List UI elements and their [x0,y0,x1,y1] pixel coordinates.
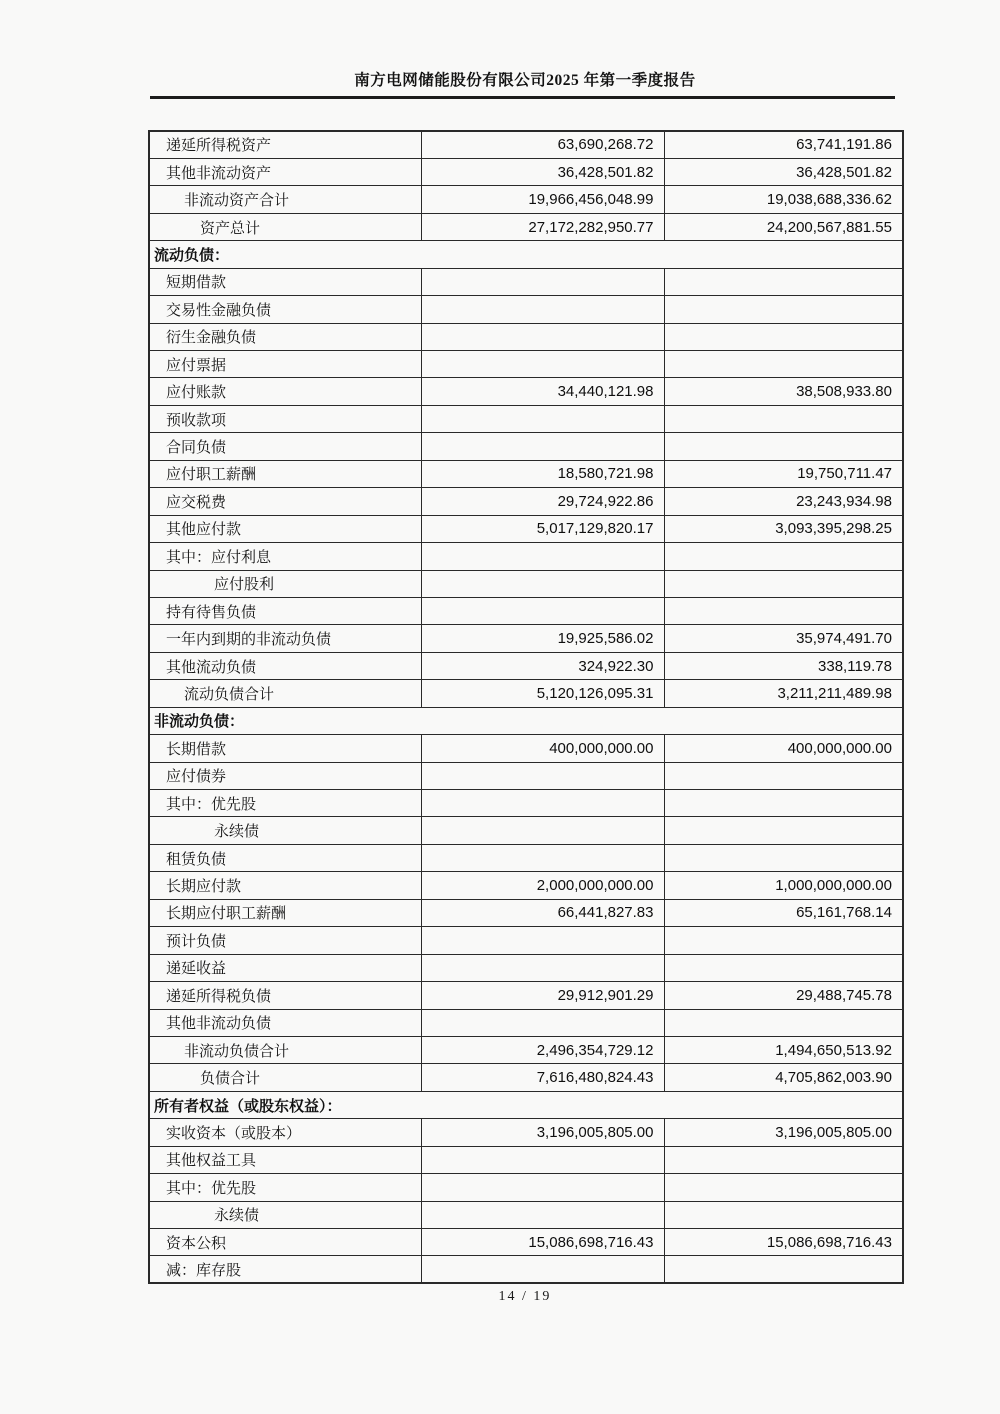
table-row [149,570,903,597]
line-item-label: 非流动负债合计 [149,1036,421,1063]
table-row [149,927,903,954]
table-row [149,268,903,295]
line-item-label: 其中：优先股 [149,790,421,817]
current-period-value: 2,000,000,000.00 [421,872,664,899]
line-item-label: 预计负债 [149,927,421,954]
line-item-label: 应付账款 [149,378,421,405]
prior-period-value [664,1201,903,1228]
prior-period-value: 23,243,934.98 [664,488,903,515]
table-row [149,515,903,542]
line-item-label: 其中：应付利息 [149,543,421,570]
prior-period-value: 4,705,862,003.90 [664,1064,903,1091]
line-item-label: 长期借款 [149,735,421,762]
current-period-value [421,817,664,844]
table-row [149,817,903,844]
prior-period-value [664,927,903,954]
current-period-value [421,543,664,570]
prior-period-value: 1,494,650,513.92 [664,1036,903,1063]
header-divider [150,96,895,99]
current-period-value [421,268,664,295]
line-item-label: 持有待售负债 [149,597,421,624]
prior-period-value: 65,161,768.14 [664,899,903,926]
current-period-value: 19,925,586.02 [421,625,664,652]
page-number: 14 / 19 [498,1289,552,1304]
prior-period-value [664,268,903,295]
line-item-label: 非流动资产合计 [149,186,421,213]
line-item-label: 短期借款 [149,268,421,295]
prior-period-value: 15,086,698,716.43 [664,1229,903,1256]
prior-period-value: 36,428,501.82 [664,158,903,185]
line-item-label: 应付股利 [149,570,421,597]
table-row [149,899,903,926]
table-row [149,1146,903,1173]
line-item-label: 永续债 [149,817,421,844]
prior-period-value: 29,488,745.78 [664,982,903,1009]
prior-period-value: 38,508,933.80 [664,378,903,405]
line-item-label: 预收款项 [149,405,421,432]
table-row [149,762,903,789]
line-item-label: 长期应付款 [149,872,421,899]
prior-period-value [664,954,903,981]
table-row [149,1009,903,1036]
section-header-row [149,707,903,734]
current-period-value [421,927,664,954]
table-row [149,1119,903,1146]
table-row [149,488,903,515]
line-item-label: 交易性金融负债 [149,296,421,323]
section-title: 流动负债： [149,241,903,268]
current-period-value: 34,440,121.98 [421,378,664,405]
prior-period-value: 1,000,000,000.00 [664,872,903,899]
prior-period-value [664,570,903,597]
line-item-label: 资本公积 [149,1229,421,1256]
prior-period-value [664,790,903,817]
balance-sheet-table [148,130,904,1284]
table-row [149,625,903,652]
line-item-label: 其他非流动负债 [149,1009,421,1036]
table-row [149,323,903,350]
line-item-label: 应付票据 [149,351,421,378]
current-period-value [421,1256,664,1283]
prior-period-value [664,323,903,350]
table-row [149,378,903,405]
prior-period-value [664,433,903,460]
current-period-value [421,844,664,871]
current-period-value [421,1174,664,1201]
current-period-value [421,570,664,597]
line-item-label: 递延所得税资产 [149,131,421,158]
table-row [149,735,903,762]
current-period-value: 15,086,698,716.43 [421,1229,664,1256]
section-title: 非流动负债： [149,707,903,734]
current-period-value [421,351,664,378]
table-row [149,460,903,487]
current-period-value [421,405,664,432]
table-row [149,597,903,624]
table-row [149,982,903,1009]
section-title: 所有者权益（或股东权益）： [149,1091,903,1118]
current-period-value [421,762,664,789]
prior-period-value: 3,196,005,805.00 [664,1119,903,1146]
prior-period-value [664,543,903,570]
current-period-value: 324,922.30 [421,652,664,679]
line-item-label: 其他权益工具 [149,1146,421,1173]
current-period-value: 400,000,000.00 [421,735,664,762]
table-row [149,186,903,213]
table-row [149,1036,903,1063]
line-item-label: 其他应付款 [149,515,421,542]
balance-sheet-body [149,131,903,1283]
prior-period-value [664,405,903,432]
table-row [149,954,903,981]
prior-period-value [664,1009,903,1036]
line-item-label: 其中：优先股 [149,1174,421,1201]
line-item-label: 租赁负债 [149,844,421,871]
current-period-value: 66,441,827.83 [421,899,664,926]
line-item-label: 递延所得税负债 [149,982,421,1009]
report-title: 南方电网储能股份有限公司2025 年第一季度报告 [354,72,696,89]
line-item-label: 衍生金融负债 [149,323,421,350]
table-row [149,790,903,817]
current-period-value: 2,496,354,729.12 [421,1036,664,1063]
line-item-label: 其他非流动资产 [149,158,421,185]
prior-period-value [664,817,903,844]
table-row [149,1174,903,1201]
line-item-label: 负债合计 [149,1064,421,1091]
current-period-value: 63,690,268.72 [421,131,664,158]
table-row [149,680,903,707]
current-period-value [421,1009,664,1036]
prior-period-value [664,296,903,323]
current-period-value [421,790,664,817]
prior-period-value: 19,038,688,336.62 [664,186,903,213]
prior-period-value: 338,119.78 [664,652,903,679]
prior-period-value [664,762,903,789]
table-row [149,1201,903,1228]
line-item-label: 减：库存股 [149,1256,421,1283]
line-item-label: 递延收益 [149,954,421,981]
prior-period-value [664,597,903,624]
line-item-label: 流动负债合计 [149,680,421,707]
current-period-value: 29,912,901.29 [421,982,664,1009]
prior-period-value [664,351,903,378]
table-row [149,652,903,679]
table-row [149,296,903,323]
section-header-row [149,241,903,268]
current-period-value: 18,580,721.98 [421,460,664,487]
prior-period-value [664,1256,903,1283]
current-period-value [421,1201,664,1228]
line-item-label: 应付职工薪酬 [149,460,421,487]
prior-period-value [664,1174,903,1201]
current-period-value [421,1146,664,1173]
prior-period-value: 3,211,211,489.98 [664,680,903,707]
table-row [149,405,903,432]
line-item-label: 其他流动负债 [149,652,421,679]
line-item-label: 一年内到期的非流动负债 [149,625,421,652]
prior-period-value: 35,974,491.70 [664,625,903,652]
table-row [149,1229,903,1256]
table-row [149,351,903,378]
prior-period-value: 24,200,567,881.55 [664,213,903,240]
current-period-value [421,597,664,624]
line-item-label: 资产总计 [149,213,421,240]
table-row [149,131,903,158]
current-period-value [421,433,664,460]
current-period-value: 5,120,126,095.31 [421,680,664,707]
current-period-value: 7,616,480,824.43 [421,1064,664,1091]
current-period-value [421,954,664,981]
table-row [149,213,903,240]
current-period-value: 29,724,922.86 [421,488,664,515]
table-row [149,1064,903,1091]
prior-period-value: 400,000,000.00 [664,735,903,762]
current-period-value [421,323,664,350]
current-period-value: 3,196,005,805.00 [421,1119,664,1146]
table-row [149,158,903,185]
prior-period-value: 63,741,191.86 [664,131,903,158]
line-item-label: 应交税费 [149,488,421,515]
current-period-value: 27,172,282,950.77 [421,213,664,240]
line-item-label: 实收资本（或股本） [149,1119,421,1146]
table-row [149,543,903,570]
current-period-value: 5,017,129,820.17 [421,515,664,542]
table-row [149,1256,903,1283]
line-item-label: 长期应付职工薪酬 [149,899,421,926]
line-item-label: 合同负债 [149,433,421,460]
prior-period-value: 3,093,395,298.25 [664,515,903,542]
table-row [149,844,903,871]
current-period-value: 36,428,501.82 [421,158,664,185]
table-row [149,872,903,899]
table-row [149,433,903,460]
prior-period-value [664,844,903,871]
line-item-label: 永续债 [149,1201,421,1228]
current-period-value: 19,966,456,048.99 [421,186,664,213]
line-item-label: 应付债券 [149,762,421,789]
section-header-row [149,1091,903,1118]
current-period-value [421,296,664,323]
prior-period-value [664,1146,903,1173]
prior-period-value: 19,750,711.47 [664,460,903,487]
